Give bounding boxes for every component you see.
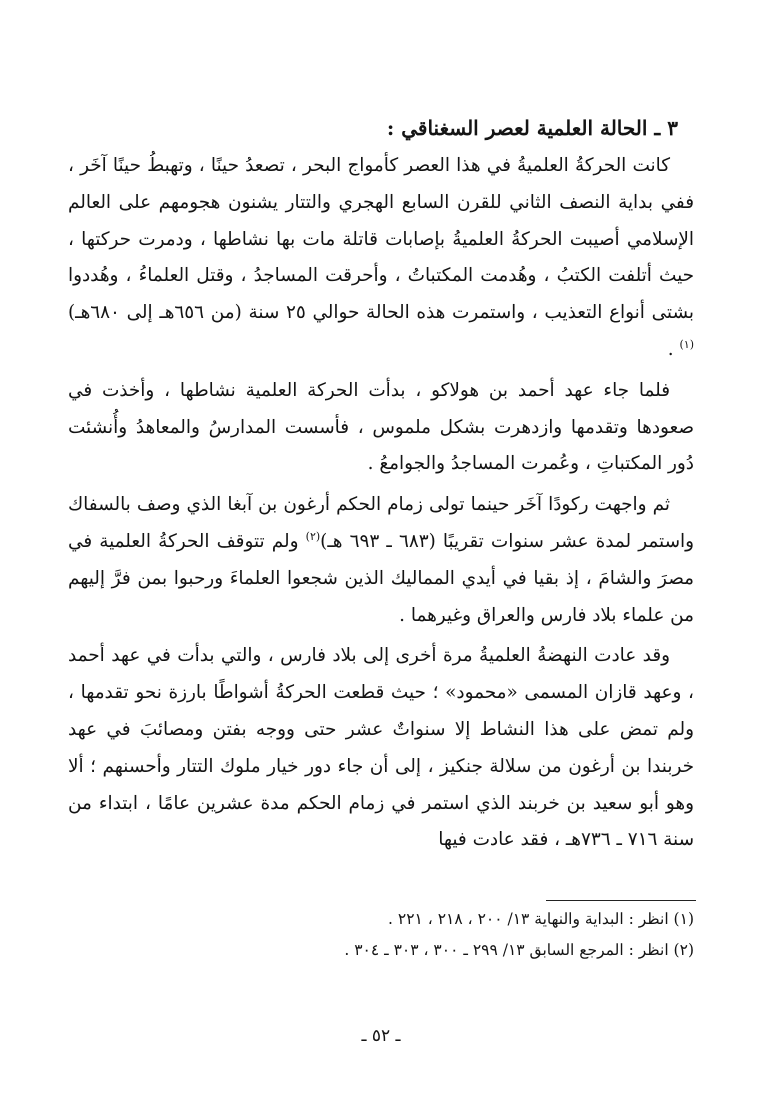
- paragraph-text: فلما جاء عهد أحمد بن هولاكو ، بدأت الحركة العلمية نشاطها ، وأخذت في صعودها وتقدمها وازدهرت بشكل ملموس ، فأسست المدارسُ والمعاهدُ وأُنشئت دُور المكتباتِ ، وعُمرت المساجدُ والجوامعُ .: [68, 379, 694, 475]
- footnote-2: (٢) انظر : المرجع السابق ١٣/ ٢٩٩ ـ ٣٠٠ ، ٣٠٣ ـ ٣٠٤ .: [344, 941, 694, 959]
- paragraph-tail: ولم تتوقف الحركةُ العلمية في مصرَ والشامَ ، إذ بقيا في أيدي المماليك الذين شجعوا العلماءَ ورحبوا بمن فرَّ إليهم من علماء بلاد فارس والعراق وغيرهما .: [68, 530, 694, 626]
- section-heading: ٣ ـ الحالة العلمية لعصر السغناقي :: [386, 116, 678, 140]
- paragraph-3: [68, 487, 694, 634]
- page-body: [68, 110, 694, 863]
- page-number: ـ ٥٢ ـ: [361, 1026, 401, 1046]
- paragraph-text: كانت الحركةُ العلميةُ في هذا العصر كأمواج البحر ، تصعدُ حينًا ، وتهبطُ حينًا آخَر ، ففي بداية النصف الثاني للقرن السابع الهجري والتتار يشنون هجومهم على العالم الإسلامي أصيبت الحركةُ العلميةُ بإصابات قاتلة مات بها نشاطها ، ودمرت حركتها ، حيث أتلفت الكتبُ ، وهُدمت المكتباتُ ، وأحرقت المساجدُ ، وقتل العلماءُ ، وهُددوا بشتى أنواع التعذيب ، واستمرت هذه الحالة حوالي ٢٥ سنة (من ٦٥٦هـ إلى ٦٨٠هـ): [68, 155, 694, 324]
- footnote-reference: (٢): [305, 529, 321, 543]
- paragraph-2: [68, 373, 694, 483]
- paragraph-text: ثم واجهت ركودًا آخَر حينما تولى زمام الحكم أرغون بن آبغا الذي وصف بالسفاك واستمر لمدة عشر سنوات تقريبًا (٦٨٣ ـ ٦٩٣ هـ): [68, 494, 695, 552]
- paragraph-1: [68, 148, 694, 369]
- paragraph-text: وقد عادت النهضةُ العلميةُ مرة أخرى إلى بلاد فارس ، والتي بدأت في عهد أحمد ، وعهد قازان المسمى «محمود» ؛ حيث قطعت الحركةُ أشواطًا بارزة نحو تقدمها ، ولم تمض على هذا النشاط إلا سنواتٌ عشر حتى ووجه بفتن ومصائبَ في عهد خربندا بن أرغون من سلالة جنكيز ، إلى أن جاء دور خيار ملوك التتار وأحسنهم ؛ ألا وهو أبو سعيد بن خربند الذي استمر في زمام الحكم مدة عشرين عامًا ، ابتداء من سنة ٧١٦ ـ ٧٣٦هـ ، فقد عادت فيها: [68, 645, 694, 851]
- paragraph-4: [68, 638, 694, 859]
- footnote-1: (١) انظر : البداية والنهاية ١٣/ ٢٠٠ ، ٢١٨ ، ٢٢١ .: [388, 910, 694, 928]
- footnote-separator: [546, 900, 696, 901]
- paragraph-tail: .: [667, 338, 680, 360]
- footnotes: [68, 904, 694, 966]
- footnote-reference: (١): [679, 337, 694, 351]
